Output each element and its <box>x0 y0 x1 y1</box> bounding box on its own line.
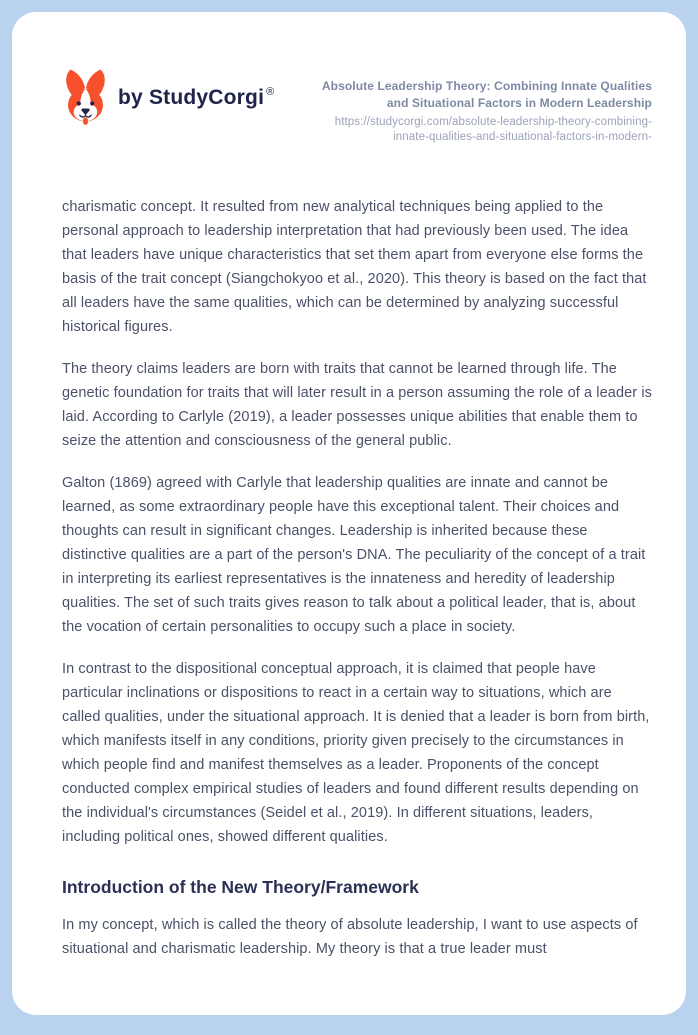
paragraph: charismatic concept. It resulted from new analytical techniques being applied to the personal approach to leadership interpretation that had previously been used. The idea that leaders have unique characteristics that set them apart from everyone else forms the basis of the trait concept (Siangchokyoo et al., 2020). This theory is based on the fact that all leaders have the same qualities, which can be determined by analyzing successful historical figures. <box>62 199 647 335</box>
corgi-logo-icon <box>62 68 109 126</box>
document-title-line1: Absolute Leadership Theory: Combining Innate Qualities <box>321 79 652 93</box>
brand-wordmark <box>118 87 274 108</box>
document-url-line2: innate-qualities-and-situational-factors-in-modern- <box>393 131 652 143</box>
document-title-line2: and Situational Factors in Modern Leadership <box>386 96 652 110</box>
paragraph: In contrast to the dispositional conceptual approach, it is claimed that people have particular inclinations or dispositions to react in a certain way to situations, which are called qualities, under the situational approach. It is denied that a leader is born from birth, which manifests itself in any conditions, priority given precisely to the circumstances in which people find and manifest themselves as a leader. Proponents of the concept conducted complex empirical studies of leaders and found different results depending on the individual's circumstances (Seidel et al., 2019). In different situations, leaders, including political ones, showed different qualities. <box>62 661 650 845</box>
paragraph: In my concept, which is called the theory of absolute leadership, I want to use aspects of situational and charismatic leadership. My theory is that a true leader must <box>62 917 638 957</box>
registered-trademark-symbol: ® <box>266 85 275 98</box>
studycorgi-brand[interactable] <box>62 68 274 126</box>
document-header <box>62 68 652 145</box>
document-url[interactable] <box>322 115 652 145</box>
brand-text: by StudyCorgi <box>118 85 265 109</box>
article-card <box>12 12 686 1015</box>
article-content <box>62 195 654 961</box>
section-heading: Introduction of the New Theory/Framework <box>62 877 419 897</box>
paragraph: Galton (1869) agreed with Carlyle that leadership qualities are innate and cannot be learned, as some extraordinary people have this exceptional talent. Their choices and thoughts can result in significant changes. Leadership is inherited because these distinctive qualities are a part of the person's DNA. The peculiarity of the concept of a trait in interpreting its earliest representatives is the innateness and heredity of leadership qualities. The set of such traits gives reason to talk about a political leader, that is, about the vocation of certain personalities to occupy such a place in society. <box>62 475 646 635</box>
document-meta <box>322 68 652 145</box>
paragraph: The theory claims leaders are born with traits that cannot be learned through life. The genetic foundation for traits that will later result in a person assuming the role of a leader is laid. According to Carlyle (2019), a leader possesses unique abilities that enable them to seize the attention and consciousness of the general public. <box>62 361 653 449</box>
document-title <box>322 78 652 112</box>
document-url-line1: https://studycorgi.com/absolute-leadership-theory-combining- <box>334 116 652 128</box>
